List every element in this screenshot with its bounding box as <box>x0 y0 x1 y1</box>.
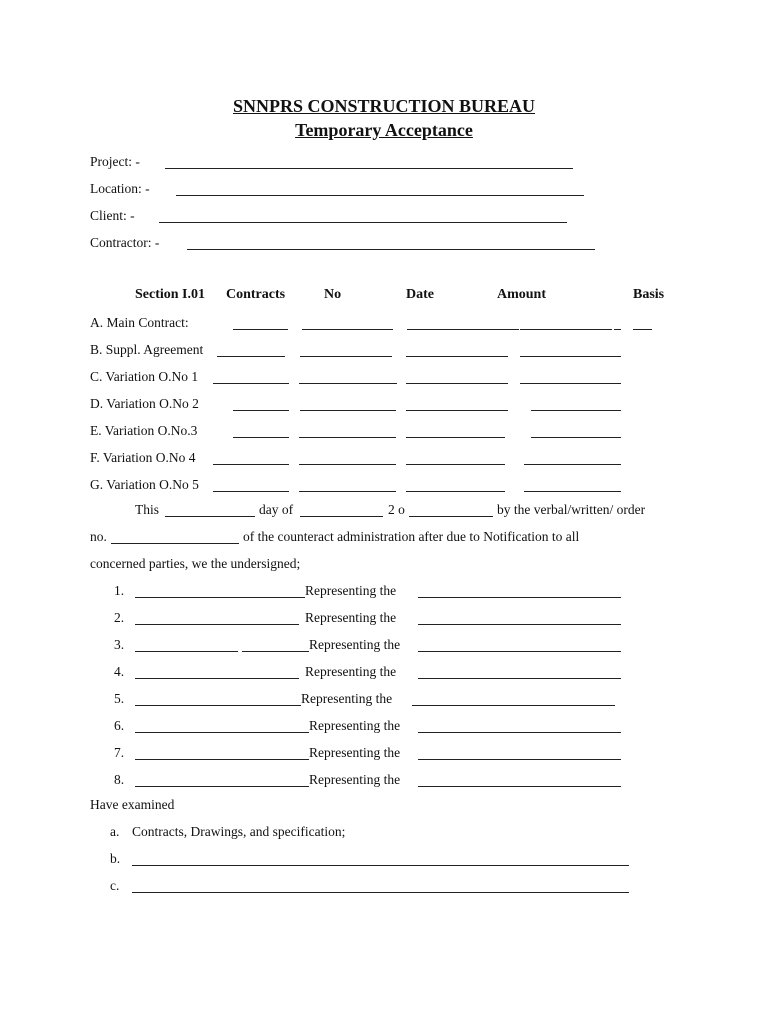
rep-6-name-field[interactable] <box>135 732 309 733</box>
row-variation-1-label: C. Variation O.No 1 <box>90 369 199 384</box>
row-variation-3-label: E. Variation O.No.3 <box>90 423 198 438</box>
row-variation-4-label: F. Variation O.No 4 <box>90 450 196 465</box>
rep-6-label: Representing the <box>309 718 401 733</box>
rep-5-label: Representing the <box>301 691 393 706</box>
var2-date-field[interactable] <box>406 410 508 411</box>
rep-1-number: 1. <box>114 583 125 598</box>
examined-item-c-letter: c. <box>110 878 120 893</box>
rep-7-label: Representing the <box>309 745 401 760</box>
main-contract-amount-field[interactable] <box>520 329 612 330</box>
document-subtitle: Temporary Acceptance <box>295 120 473 140</box>
rep-5-name-field[interactable] <box>135 705 301 706</box>
location-field[interactable] <box>176 195 584 196</box>
rep-2-label: Representing the <box>305 610 397 625</box>
var3-contracts-field[interactable] <box>233 437 289 438</box>
examined-item-a-text: Contracts, Drawings, and specification; <box>132 824 346 839</box>
var4-no-field[interactable] <box>299 464 396 465</box>
document-title: SNNPRS CONSTRUCTION BUREAU <box>232 96 536 116</box>
project-field[interactable] <box>165 168 573 169</box>
suppl-contracts-field[interactable] <box>217 356 285 357</box>
rep-8-label: Representing the <box>309 772 401 787</box>
header-amount: Amount <box>497 287 547 302</box>
rep-8-party-field[interactable] <box>418 786 621 787</box>
paragraph-rest: of the counteract administration after due to Notification to all <box>243 529 580 544</box>
suppl-amount-field[interactable] <box>520 356 621 357</box>
var2-no-field[interactable] <box>300 410 396 411</box>
examined-item-b-field[interactable] <box>132 865 629 866</box>
day-field[interactable] <box>165 516 255 517</box>
rep-4-label: Representing the <box>305 664 397 679</box>
rep-3-label: Representing the <box>309 637 401 652</box>
examined-item-b-letter: b. <box>110 851 121 866</box>
paragraph-line3: concerned parties, we the undersigned; <box>90 556 301 571</box>
year-field[interactable] <box>409 516 493 517</box>
rep-6-number: 6. <box>114 718 125 733</box>
rep-2-party-field[interactable] <box>418 624 621 625</box>
rep-1-party-field[interactable] <box>418 597 621 598</box>
var3-no-field[interactable] <box>299 437 396 438</box>
main-contract-date-field[interactable] <box>407 329 519 330</box>
var1-contracts-field[interactable] <box>213 383 289 384</box>
rep-1-label: Representing the <box>305 583 397 598</box>
project-label: Project: - <box>90 154 140 169</box>
var3-amount-field[interactable] <box>531 437 621 438</box>
var5-date-field[interactable] <box>406 491 505 492</box>
order-no-field[interactable] <box>111 543 239 544</box>
var2-contracts-field[interactable] <box>233 410 289 411</box>
rep-4-name-field[interactable] <box>135 678 299 679</box>
header-contracts: Contracts <box>226 287 286 302</box>
var5-contracts-field[interactable] <box>213 491 289 492</box>
rep-7-party-field[interactable] <box>418 759 621 760</box>
var4-contracts-field[interactable] <box>213 464 289 465</box>
paragraph-by: by the verbal/written/ order <box>497 502 646 517</box>
rep-6-party-field[interactable] <box>418 732 621 733</box>
examined-item-a-letter: a. <box>110 824 120 839</box>
paragraph-year-prefix: 2 o <box>388 502 405 517</box>
examined-heading: Have examined <box>90 797 175 812</box>
contractor-label: Contractor: - <box>90 235 160 250</box>
rep-8-name-field[interactable] <box>135 786 309 787</box>
rep-7-name-field[interactable] <box>135 759 309 760</box>
client-field[interactable] <box>159 222 567 223</box>
rep-3-party-field[interactable] <box>418 651 621 652</box>
main-contract-amount-ext <box>614 329 621 330</box>
var2-amount-field[interactable] <box>531 410 621 411</box>
rep-5-number: 5. <box>114 691 125 706</box>
paragraph-day-of: day of <box>259 502 294 517</box>
var1-date-field[interactable] <box>406 383 508 384</box>
client-label: Client: - <box>90 208 135 223</box>
contractor-field[interactable] <box>187 249 595 250</box>
rep-2-name-field[interactable] <box>135 624 299 625</box>
main-contract-basis-field[interactable] <box>633 329 652 330</box>
rep-5-party-field[interactable] <box>412 705 615 706</box>
header-date: Date <box>406 287 434 302</box>
rep-2-number: 2. <box>114 610 125 625</box>
suppl-no-field[interactable] <box>300 356 392 357</box>
header-no: No <box>324 287 342 302</box>
month-field[interactable] <box>300 516 383 517</box>
var5-no-field[interactable] <box>299 491 396 492</box>
rep-8-number: 8. <box>114 772 125 787</box>
main-contract-no-field[interactable] <box>302 329 393 330</box>
main-contract-contracts-field[interactable] <box>233 329 288 330</box>
var1-amount-field[interactable] <box>520 383 621 384</box>
var1-no-field[interactable] <box>299 383 397 384</box>
header-section: Section I.01 <box>135 287 205 302</box>
rep-1-name-field[interactable] <box>135 597 305 598</box>
row-suppl-agreement-label: B. Suppl. Agreement <box>90 342 204 357</box>
examined-item-c-field[interactable] <box>132 892 629 893</box>
var3-date-field[interactable] <box>406 437 505 438</box>
rep-3-name-field-2[interactable] <box>242 651 309 652</box>
rep-4-number: 4. <box>114 664 125 679</box>
location-label: Location: - <box>90 181 150 196</box>
row-variation-2-label: D. Variation O.No 2 <box>90 396 199 411</box>
header-basis: Basis <box>633 287 665 302</box>
row-main-contract-label: A. Main Contract: <box>90 315 189 330</box>
var4-amount-field[interactable] <box>524 464 621 465</box>
row-variation-5-label: G. Variation O.No 5 <box>90 477 199 492</box>
rep-7-number: 7. <box>114 745 125 760</box>
paragraph-this: This <box>135 502 160 517</box>
var5-amount-field[interactable] <box>524 491 621 492</box>
var4-date-field[interactable] <box>406 464 505 465</box>
rep-3-number: 3. <box>114 637 125 652</box>
rep-3-name-field[interactable] <box>135 651 238 652</box>
suppl-date-field[interactable] <box>406 356 508 357</box>
paragraph-no: no. <box>90 529 107 544</box>
rep-4-party-field[interactable] <box>418 678 621 679</box>
